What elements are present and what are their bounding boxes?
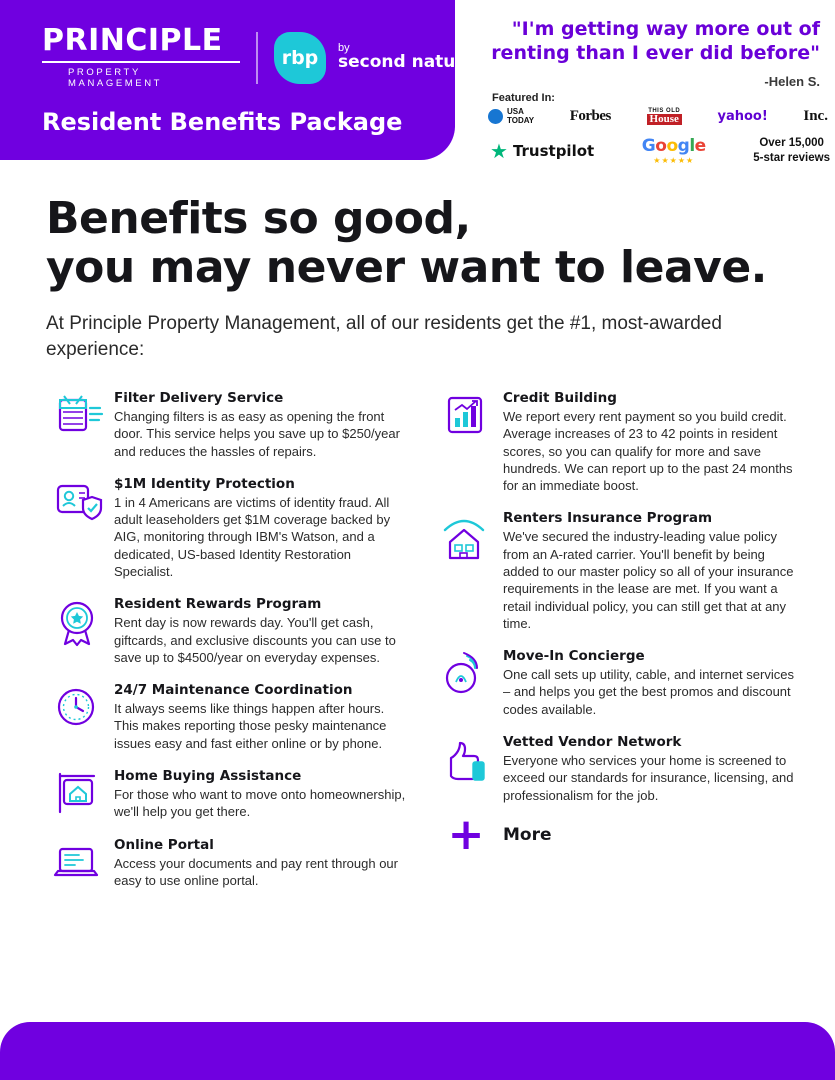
benefit-body: Rent day is now rewards day. You'll get cash, giftcards, and exclusive discounts you can use to save up to $4500/year on everyday expenses. xyxy=(114,615,396,665)
google-wordmark: Google xyxy=(641,136,706,156)
benefit-title: Home Buying Assistance xyxy=(114,767,302,784)
home-sign-icon xyxy=(46,768,108,821)
benefit-text xyxy=(108,596,406,666)
thumbs-up-icon xyxy=(435,734,497,804)
header xyxy=(0,0,835,172)
benefit-text xyxy=(497,734,803,804)
benefit-title: $1M Identity Protection xyxy=(114,475,295,492)
clock-icon xyxy=(46,682,108,752)
trustpilot-label: Trustpilot xyxy=(512,141,595,160)
usa-today-logo xyxy=(488,108,534,125)
trustpilot-star-icon: ★ xyxy=(490,138,508,163)
benefits-column-right xyxy=(417,390,834,905)
benefit-text xyxy=(108,768,406,821)
more-label: More xyxy=(503,825,552,846)
headline-line-2: you may never want to leave. xyxy=(46,242,767,294)
press-logos xyxy=(488,108,828,125)
benefit-item xyxy=(46,682,417,752)
benefit-item xyxy=(435,734,834,804)
benefit-title: 24/7 Maintenance Coordination xyxy=(114,682,353,699)
more-benefits-row xyxy=(435,808,834,860)
benefit-body: One call sets up utility, cable, and internet services – and helps you get the best promos and discount codes available. xyxy=(503,667,794,717)
footer-bar xyxy=(0,1022,835,1080)
benefit-text xyxy=(497,390,803,494)
package-title: Resident Benefits Package xyxy=(42,108,403,136)
benefits-columns xyxy=(0,390,835,905)
benefit-text xyxy=(497,510,803,632)
plus-icon: + xyxy=(447,808,485,860)
benefits-column-left xyxy=(0,390,417,905)
benefit-text xyxy=(108,390,406,460)
this-old-house-logo: THIS OLD House xyxy=(648,108,681,125)
benefit-title: Resident Rewards Program xyxy=(114,596,322,613)
quote-text: "I'm getting way more out of renting than I ever did before" xyxy=(491,18,820,64)
ratings-row xyxy=(490,136,830,165)
benefit-body: For those who want to move onto homeownership, we'll help you get there. xyxy=(114,786,406,820)
benefit-item xyxy=(46,837,417,890)
featured-in-label: Featured In: xyxy=(492,92,555,104)
benefit-item xyxy=(435,648,834,718)
benefit-item xyxy=(46,476,417,580)
quote-author: -Helen S. xyxy=(764,73,820,89)
benefit-title: Filter Delivery Service xyxy=(114,390,284,406)
rbp-logo xyxy=(274,32,475,84)
principle-logo xyxy=(42,23,240,89)
usa-today-dot-icon xyxy=(488,109,503,124)
yahoo-logo: yahoo! xyxy=(717,109,768,124)
benefit-body: We've secured the industry-leading value policy from an A-rated carrier. You'll benefit by being added to our master policy so all of your insurance requirements in the lease are met. If you want a retail individual policy, you can still get that at any time. xyxy=(503,529,794,631)
logo-divider xyxy=(256,32,258,84)
benefit-text xyxy=(108,837,406,890)
benefit-title: Credit Building xyxy=(503,390,617,406)
benefit-body: Access your documents and pay rent through our easy to use online portal. xyxy=(114,855,398,888)
benefit-text xyxy=(497,648,803,718)
benefit-body: It always seems like things happen after hours. This makes reporting those pesky maintenance issues easy and fast either online or by phone. xyxy=(114,701,387,751)
rewards-badge-icon xyxy=(46,596,108,666)
benefit-text xyxy=(108,682,406,752)
second-nature-name: second nature xyxy=(338,52,476,73)
benefit-body: 1 in 4 Americans are victims of identity fraud. All adult leaseholders get $1M coverage backed by AIG, monitoring through IBM's Watson, and a dedicated, US-based Identity Restoration Specialist. xyxy=(114,494,391,579)
benefit-title: Move-In Concierge xyxy=(503,648,645,665)
page-headline xyxy=(46,194,835,293)
benefit-title: Renters Insurance Program xyxy=(503,510,713,527)
logo-lockup xyxy=(42,23,476,89)
principle-wordmark: PRINCIPLE xyxy=(42,23,223,58)
review-count: Over 15,000 5-star reviews xyxy=(753,137,830,164)
second-nature-text xyxy=(338,43,475,72)
benefit-item xyxy=(435,510,834,632)
benefit-item xyxy=(46,390,417,460)
second-nature-by: by xyxy=(338,41,350,54)
benefit-body: Everyone who services your home is screened to exceed our standards for insurance, licensing, and professionalism for the job. xyxy=(503,752,794,803)
benefit-title: Online Portal xyxy=(114,836,214,853)
filter-delivery-icon xyxy=(46,390,108,460)
google-logo xyxy=(642,136,706,165)
forbes-logo: Forbes xyxy=(569,108,611,124)
page-subheadline: At Principle Property Management, all of our residents get the #1, most-awarded experience: xyxy=(46,312,722,360)
inc-logo: Inc. xyxy=(803,108,828,124)
identity-protection-icon xyxy=(46,476,108,580)
renters-insurance-icon xyxy=(435,510,497,632)
benefit-title: Vetted Vendor Network xyxy=(503,733,682,750)
benefit-item xyxy=(46,768,417,821)
headline-line-1: Benefits so good, xyxy=(46,193,471,244)
laptop-icon xyxy=(46,837,108,890)
google-stars-icon: ★★★★★ xyxy=(653,156,695,165)
wifi-router-icon xyxy=(435,648,497,718)
benefit-item xyxy=(435,390,834,494)
benefit-body: We report every rent payment so you build credit. Average increases of 23 to 42 points in resident scores, so you can qualify for more and save hundreds. We can report up to the past 24 months for an immediate boost. xyxy=(503,409,793,494)
rbp-badge-icon: rbp xyxy=(274,32,326,84)
benefit-body: Changing filters is as easy as opening the front door. This service helps you save up to $250/year and reduces the hassles of repairs. xyxy=(114,409,400,459)
benefit-text xyxy=(108,476,406,580)
usa-today-text: USA TODAY xyxy=(507,107,535,125)
benefit-item xyxy=(46,596,417,666)
credit-chart-icon xyxy=(435,390,497,494)
trustpilot-logo xyxy=(490,138,595,163)
principle-tagline: PROPERTY MANAGEMENT xyxy=(42,61,240,89)
testimonial-quote xyxy=(470,18,820,89)
